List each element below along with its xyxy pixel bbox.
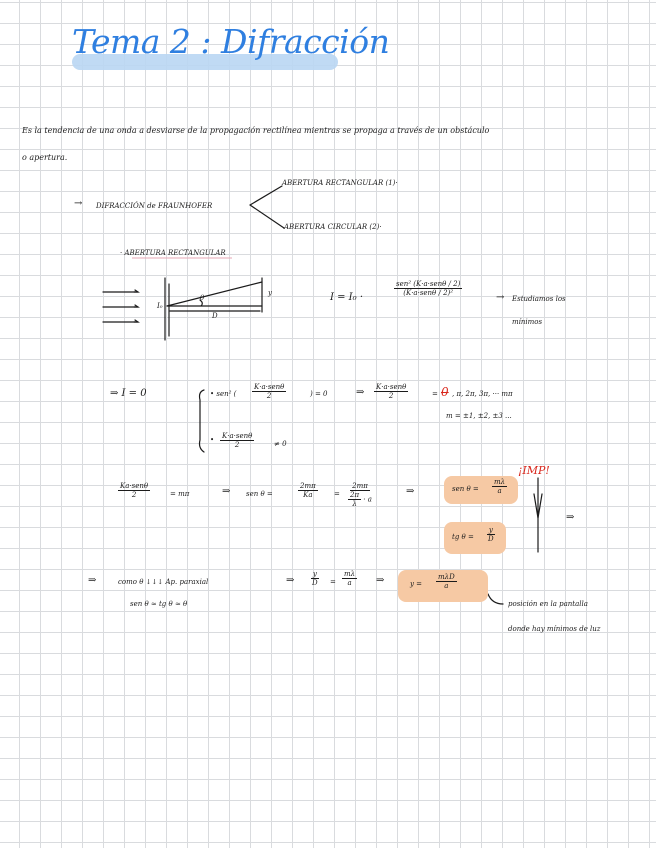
incident-rays bbox=[103, 292, 138, 322]
cond-case2-neq: ≠ 0 bbox=[274, 440, 287, 448]
final-box-fraction bbox=[436, 573, 457, 590]
intensity-denominator: (K·a·senθ / 2)² bbox=[403, 289, 454, 297]
final-f2-den: a bbox=[347, 579, 352, 587]
intensity-lhs: I = I₀ · bbox=[330, 292, 364, 303]
cond-case2-fraction bbox=[220, 432, 254, 449]
deriv-arrow: ⇒ bbox=[222, 486, 231, 497]
theta-label: θ bbox=[200, 294, 205, 302]
final-arrow2: ⇒ bbox=[286, 575, 295, 586]
deriv-f1-den: 2 bbox=[131, 491, 137, 499]
cond-m-values: m = ±1, ±2, ±3 ... bbox=[446, 412, 512, 420]
cond-frac2-den: 2 bbox=[388, 392, 394, 400]
cases-brace bbox=[200, 390, 205, 452]
final-text-1: como θ ↓↓↓ Ap. paraxial bbox=[118, 578, 209, 586]
deriv-f3-den-den: λ bbox=[352, 500, 357, 508]
box-sen-num: mλ bbox=[494, 478, 506, 486]
deriv-f3-den bbox=[346, 491, 374, 508]
intensity-note-arrow: → bbox=[496, 292, 505, 303]
cond-case2-den: 2 bbox=[234, 441, 240, 449]
branch-line-bottom bbox=[250, 205, 284, 228]
cond-case1-fraction bbox=[252, 383, 286, 400]
branch-circular: ABERTURA CIRCULAR (2)· bbox=[284, 223, 382, 231]
branch-line-top bbox=[250, 186, 282, 205]
box-sen-label: sen θ = bbox=[452, 485, 479, 493]
branch-rectangular: ABERTURA RECTANGULAR (1)· bbox=[282, 179, 398, 187]
final-f1-num: y bbox=[312, 570, 317, 578]
deriv-eq2: = bbox=[334, 490, 340, 498]
deriv-f3-den-num: 2π bbox=[350, 491, 360, 499]
final-frac1 bbox=[310, 570, 320, 587]
imp-note: ¡IMP! bbox=[518, 464, 550, 477]
final-note-1: posición en la pantalla bbox=[508, 600, 588, 608]
cond-case1-a: • sen² ( bbox=[210, 390, 237, 398]
fraunhofer-label: DIFRACCIÓN de FRAUNHOFER bbox=[96, 202, 213, 210]
deriv-eq1: = mπ bbox=[170, 490, 190, 498]
cond-multiples: , π, 2π, 3π, ··· mπ bbox=[452, 390, 513, 398]
final-frac2 bbox=[342, 570, 357, 587]
final-pointer bbox=[488, 594, 503, 604]
deriv-f2-den: Ka bbox=[303, 491, 313, 499]
final-eq: = bbox=[330, 578, 336, 586]
cond-case1-num: K·a·senθ bbox=[254, 383, 285, 391]
intensity-fraction bbox=[394, 280, 462, 297]
intensity-note-2: mínimos bbox=[512, 318, 543, 326]
final-arrow: ⇒ bbox=[88, 575, 97, 586]
ray-arrowheads bbox=[134, 290, 138, 322]
box-tg-fraction bbox=[486, 526, 496, 543]
box-tg-den: D bbox=[488, 535, 494, 543]
final-box-label: y = bbox=[410, 580, 423, 588]
deriv-f2-num: 2mπ bbox=[300, 482, 316, 490]
deriv-f3-den-tail: · a bbox=[363, 495, 372, 504]
intro-line-2: o apertura. bbox=[22, 153, 68, 162]
deriv-f1-num: Ka·senθ bbox=[120, 482, 149, 490]
deriv-frac2 bbox=[298, 482, 318, 499]
cond-case1-den: 2 bbox=[266, 392, 272, 400]
cond-frac2-num: K·a·senθ bbox=[376, 383, 407, 391]
intensity-note-1: Estudiamos los bbox=[512, 295, 566, 303]
final-box-num: mλD bbox=[438, 573, 455, 581]
page-title: Tema 2 : Difracción bbox=[72, 22, 390, 61]
cond-arrow: ⇒ bbox=[356, 387, 365, 398]
box-sen-fraction bbox=[492, 478, 507, 495]
deriv-frac3 bbox=[346, 482, 374, 508]
final-arrow3: ⇒ bbox=[376, 575, 385, 586]
cond-case2-bullet: • bbox=[210, 436, 215, 444]
final-note-2: donde hay mínimos de luz bbox=[508, 625, 601, 633]
distance-label: D bbox=[212, 312, 218, 320]
fraunhofer-arrow: → bbox=[74, 198, 83, 209]
box-sen-den: a bbox=[497, 487, 502, 495]
deriv-frac1 bbox=[118, 482, 150, 499]
cond-start: ⇒ I = 0 bbox=[110, 388, 147, 399]
box-tg-label: tg θ = bbox=[452, 533, 474, 541]
deriv-arrow2: ⇒ bbox=[406, 486, 415, 497]
section-rectangular: · ABERTURA RECTANGULAR bbox=[120, 249, 226, 257]
cond-case2-num: K·a·senθ bbox=[222, 432, 253, 440]
intro-line-1: Es la tendencia de una onda a desviarse de la propagación rectilínea mientras se propaga a través de un obstáculo bbox=[22, 126, 490, 135]
intensity-numerator: sen² (K·a·senθ / 2) bbox=[396, 280, 461, 288]
box-tg-num: y bbox=[488, 526, 493, 534]
cond-case1-b: ) = 0 bbox=[310, 390, 328, 398]
diffracted-ray bbox=[167, 282, 262, 306]
cond-crossed-zero: 0 bbox=[441, 385, 449, 399]
io-label: I₀ bbox=[157, 302, 163, 310]
cond-eq: = bbox=[432, 390, 438, 398]
y-label: y bbox=[268, 289, 272, 297]
final-text-2: sen θ ≈ tg θ ≈ θ bbox=[130, 600, 188, 608]
deriv-arrow3: ⇒ bbox=[566, 512, 575, 523]
final-f1-den: D bbox=[312, 579, 318, 587]
final-box-den: a bbox=[444, 582, 449, 590]
final-f2-num: mλ bbox=[344, 570, 356, 578]
deriv-f3-num: 2mπ bbox=[352, 482, 368, 490]
cond-frac2 bbox=[374, 383, 408, 400]
deriv-sen: sen θ = bbox=[246, 490, 273, 498]
